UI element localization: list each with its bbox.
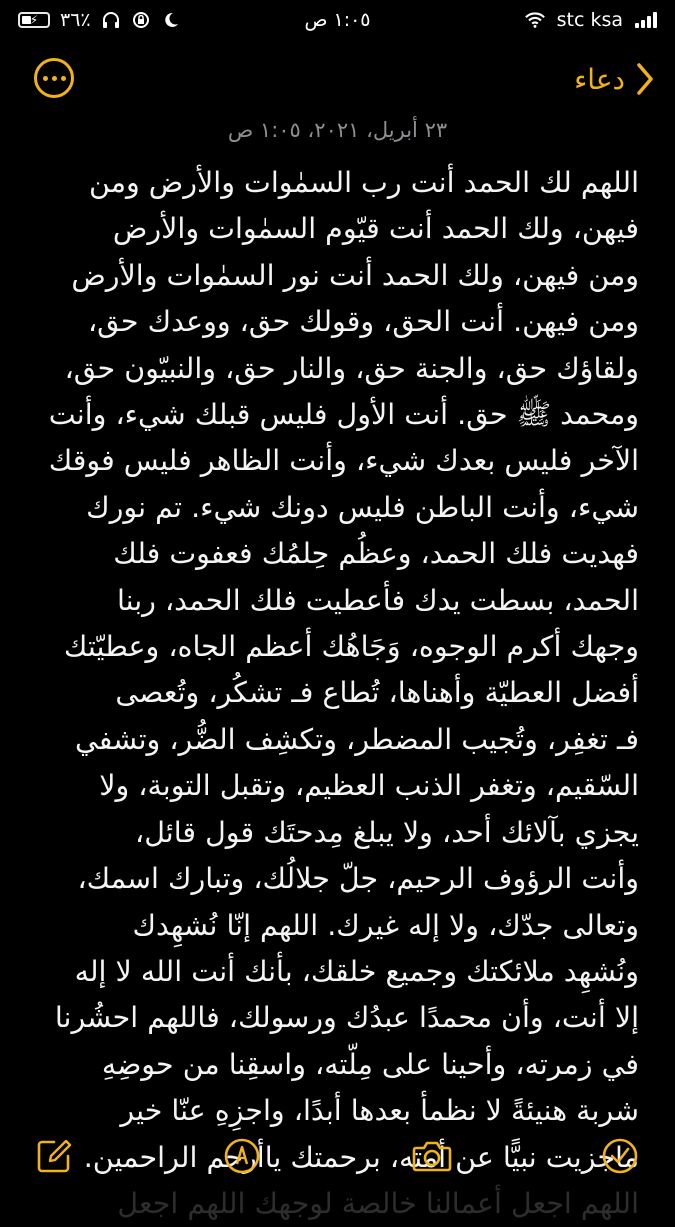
note-line: ولقاؤك حق، والجنة حق، والنار حق، والنبيّون حق، bbox=[64, 351, 639, 385]
ellipsis-dot bbox=[43, 76, 48, 81]
note-line: ماجزيت نبيًّا عن أمته، برحمتك ياأرحم الراحمين. bbox=[83, 1140, 639, 1174]
note-line: شربة هنيئةً لا نظمأ بعدها أبدًا، واجزِهِ عنّا خير bbox=[120, 1094, 639, 1128]
note-line: إلا أنت، وأن محمدًا عبدُك ورسولك، فاللهم احشُرنا bbox=[54, 1001, 639, 1035]
bottom-toolbar bbox=[0, 1130, 675, 1190]
chevron-right-icon bbox=[635, 62, 655, 96]
back-button[interactable] bbox=[574, 58, 655, 100]
note-line: فيهن، ولك الحمد أنت قيّوم السمٰوات والأرض bbox=[112, 212, 639, 246]
markup-pen-icon bbox=[223, 1137, 261, 1175]
status-right bbox=[525, 9, 657, 31]
note-line: شيء، وأنت الباطن فليس دونك شيء. تم نورك bbox=[86, 490, 639, 524]
status-left bbox=[18, 9, 181, 31]
note-line: أفضل العطيّة وأهناها، تُطاع فـ تشكُر، وتُعصى bbox=[115, 676, 639, 710]
note-line: وتعالى جدّك، ولا إله غيرك. اللهم إنّا نُشهِدك bbox=[132, 908, 639, 942]
note-line: ومن فيهن، ولك الحمد أنت نور السمٰوات والأرض bbox=[71, 258, 639, 292]
carrier-name: stc ksa bbox=[556, 9, 623, 31]
checklist-button[interactable] bbox=[600, 1136, 640, 1176]
note-line: ومحمد ﷺ حق. أنت الأول فليس قبلك شيء، وأنت bbox=[48, 398, 639, 432]
compose-button[interactable] bbox=[34, 1136, 74, 1176]
battery-percent: ٣٦٪ bbox=[60, 9, 91, 31]
note-line: يجزي بآلائك أحد، ولا يبلغ مِدحتَك قول قائل، bbox=[135, 815, 639, 849]
charging-bolt-icon: ⚡ bbox=[29, 13, 39, 27]
note-line: فـ تغفِر، وتُجيب المضطر، وتكشِف الضُّر، وتشفي bbox=[74, 722, 639, 756]
note-date: ٢٣ أبريل، ٢٠٢١، ١:٠٥ ص bbox=[227, 118, 448, 142]
note-line: اللهم اجعل أعمالنا خالصة لوجهك اللهم اجعل bbox=[117, 1186, 639, 1220]
status-bar bbox=[0, 0, 675, 40]
note-line: الآخر فليس بعدك شيء، وأنت الظاهر فليس فوقك bbox=[48, 444, 639, 478]
markup-button[interactable] bbox=[222, 1136, 262, 1176]
cellular-signal-icon bbox=[635, 12, 657, 28]
note-line: السّقيم، وتغفر الذنب العظيم، وتقبل التوبة، ولا bbox=[99, 769, 639, 803]
status-time: ١:٠٥ ص bbox=[304, 9, 371, 31]
ellipsis-dot bbox=[61, 76, 66, 81]
compose-icon bbox=[36, 1138, 72, 1174]
wifi-icon bbox=[525, 10, 545, 30]
orientation-lock-icon bbox=[131, 10, 151, 30]
battery-icon bbox=[18, 12, 50, 28]
do-not-disturb-moon-icon bbox=[161, 10, 181, 30]
note-line: الحمد، بسطت يدك فأعطيت فلك الحمد، ربنا bbox=[116, 583, 639, 617]
note-line: اللهم لك الحمد أنت رب السمٰوات والأرض ومن bbox=[89, 166, 639, 199]
note-text-area[interactable] bbox=[24, 160, 639, 1227]
note-line: وأنت الرؤوف الرحيم، جلّ جلالُك، وتبارك اسمك، bbox=[77, 862, 639, 896]
nav-bar bbox=[0, 50, 675, 110]
more-options-button[interactable] bbox=[34, 58, 74, 98]
back-label: دعاء bbox=[574, 62, 625, 96]
note-line: فهديت فلك الحمد، وعظُم حِلمُك فعفوت فلك bbox=[113, 537, 639, 571]
note-line: وجهك أكرم الوجوه، وَجَاهُك أعظم الجاه، وعطيّتك bbox=[63, 630, 639, 664]
headphones-icon bbox=[101, 10, 121, 30]
ellipsis-dot bbox=[52, 76, 57, 81]
note-line: ومن فيهن. أنت الحق، وقولك حق، ووعدك حق، bbox=[87, 305, 639, 339]
note-line: في زمرته، وأحينا على مِلّته، واسقِنا من حوضِهِ bbox=[101, 1047, 639, 1081]
checkmark-circle-icon bbox=[601, 1137, 639, 1175]
camera-button[interactable] bbox=[412, 1136, 452, 1176]
note-line: ونُشهِد ملائكتك وجميع خلقك، بأنك أنت الله لا إله bbox=[74, 954, 639, 988]
camera-icon bbox=[412, 1139, 452, 1173]
